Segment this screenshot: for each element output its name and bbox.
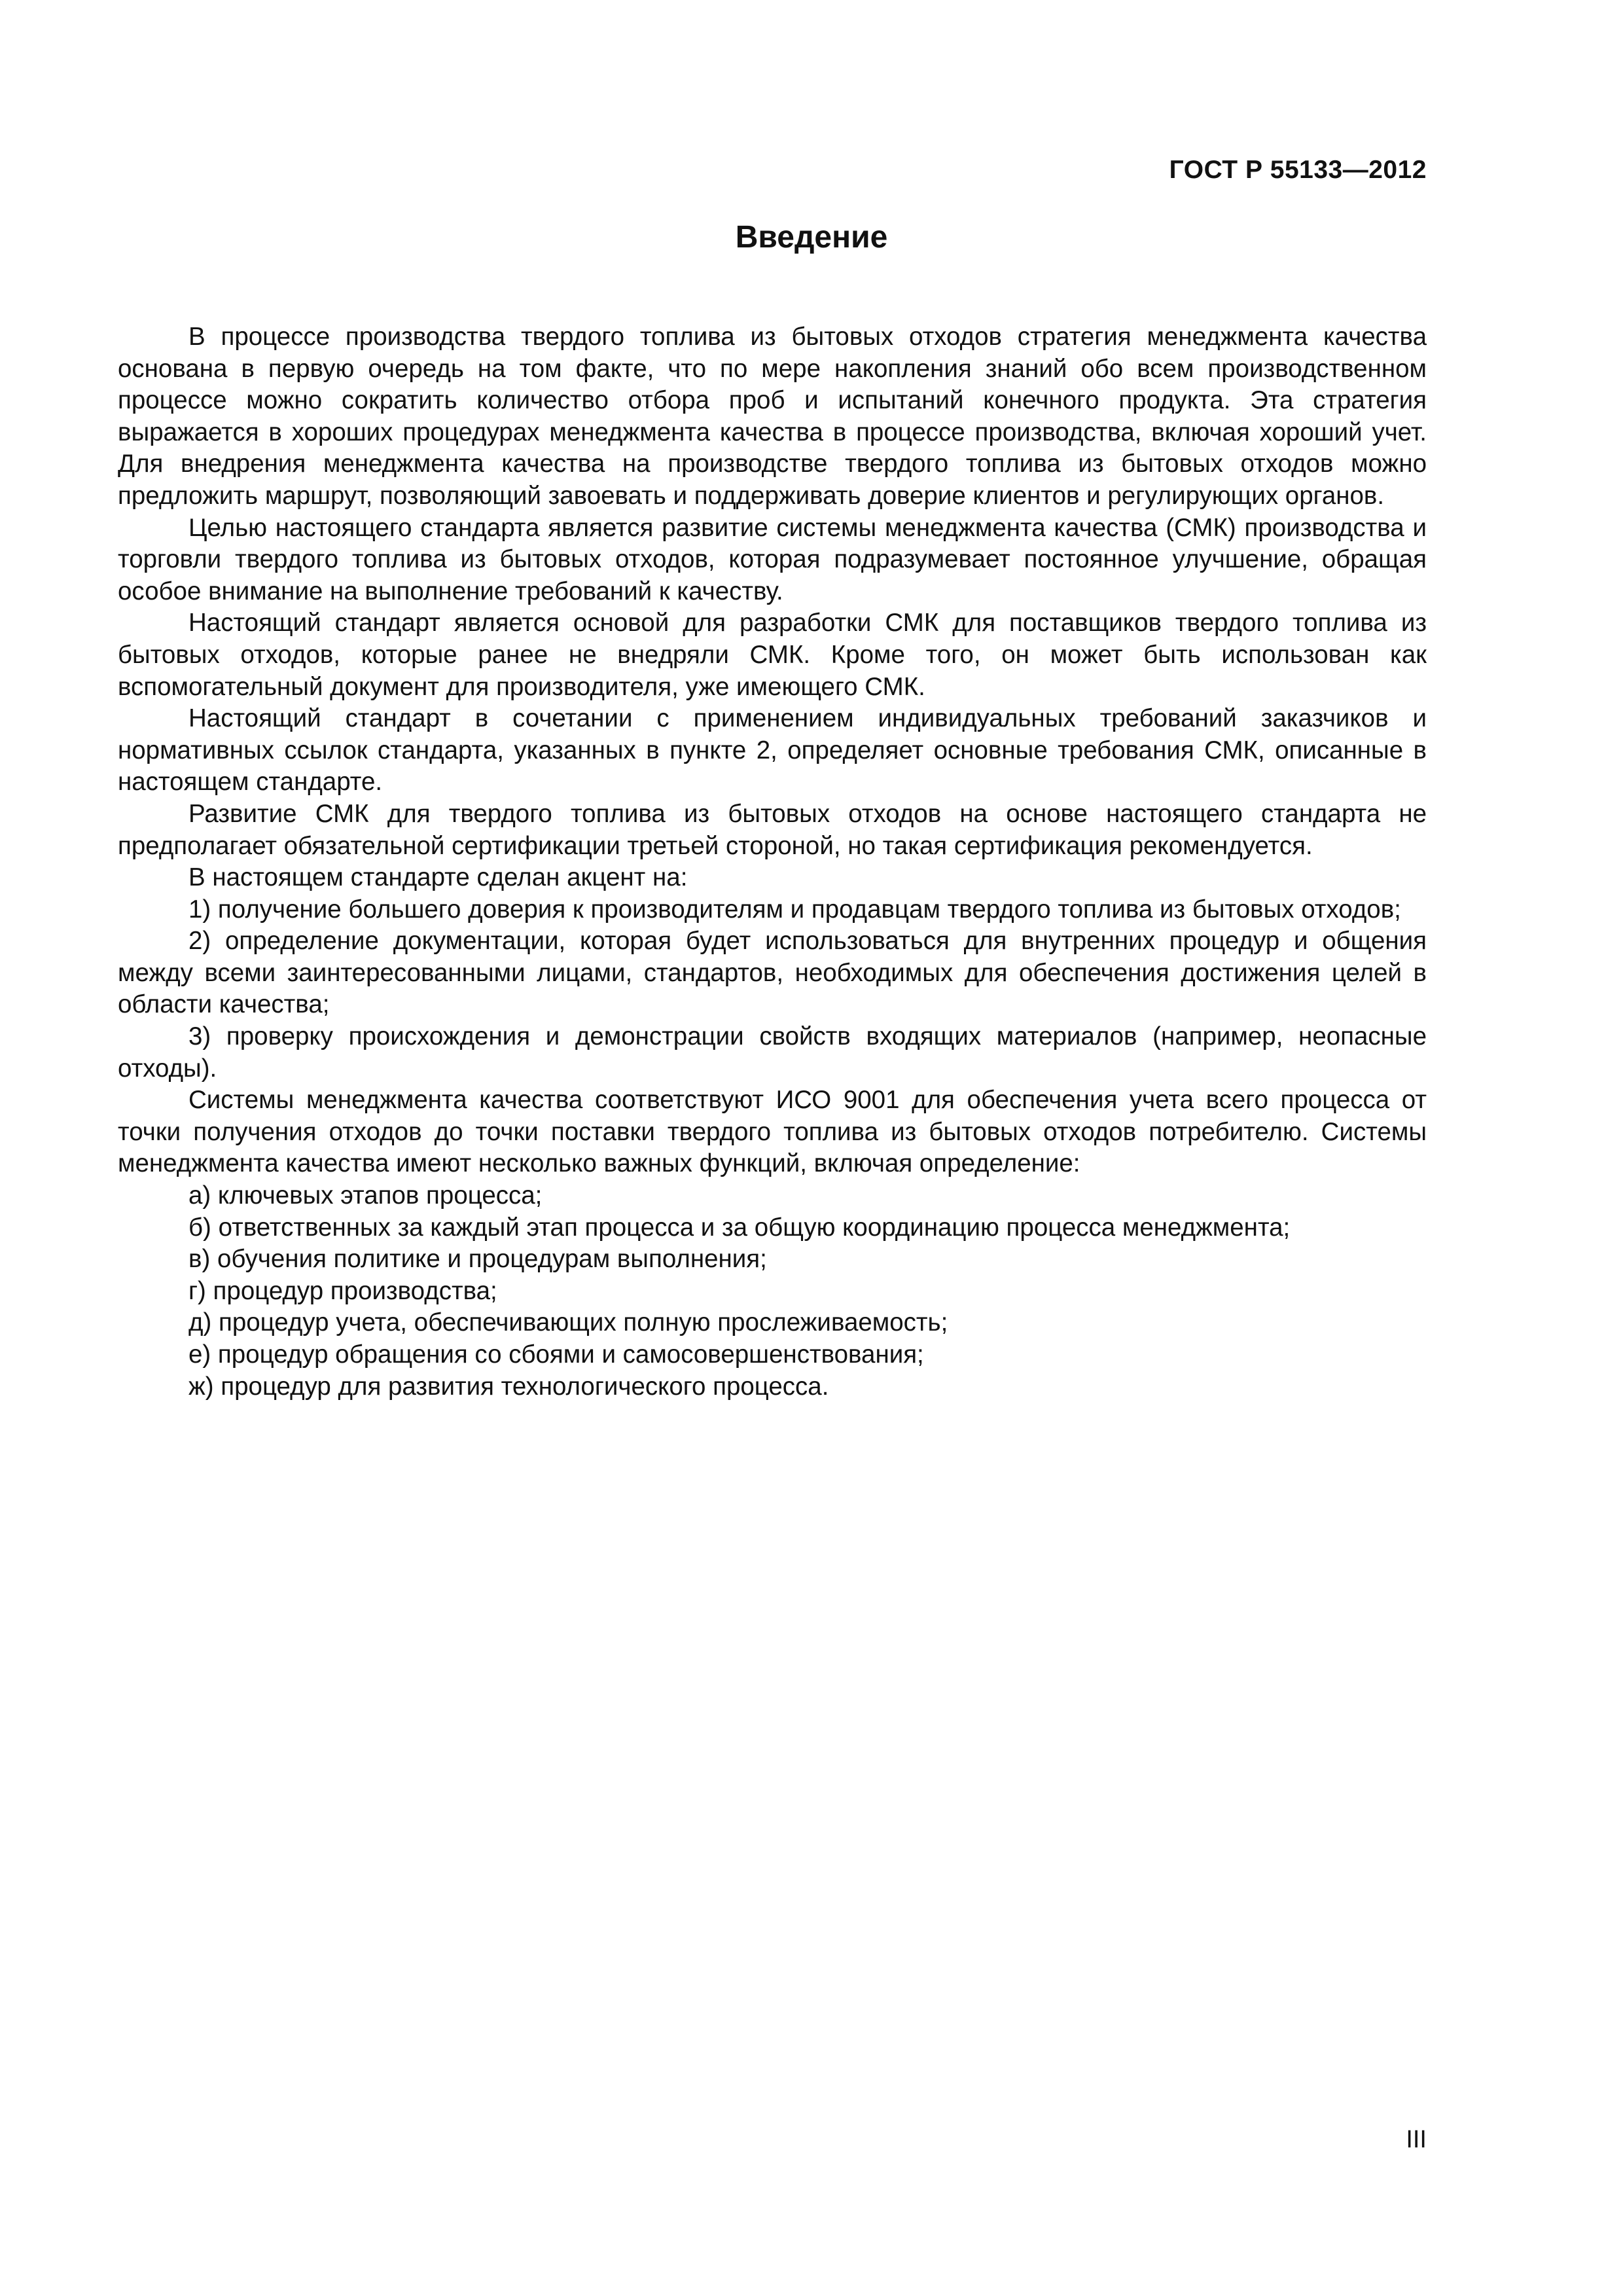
list-item: б) ответственных за каждый этап процесса и за общую координацию процесса менеджмента; (188, 1213, 1291, 1242)
paragraph: В настоящем стандарте сделан акцент на: (188, 863, 688, 892)
paragraph: Настоящий стандарт является основой для разработки СМК для поставщиков твердого топлива из бытовых отходов, которые ранее не внедряли СМК. Кроме того, он может быть использован как вспомогательный документ для производителя, уже имеющего СМК. (118, 609, 1427, 701)
paragraph: В процессе производства твердого топлива из бытовых отходов стратегия менеджмента качества основана в первую очередь на том факте, что по мере накопления знаний обо всем производственном процессе можно сократить количество отбора проб и испытаний конечного продукта. Эта стратегия выражается в хороших процедурах менеджмента качества в процессе производства, включая хороший учет. Для внедрения менеджмента качества на производстве твердого топлива из бытовых отходов можно предложить маршрут, позволяющий завоевать и поддерживать доверие клиентов и регулирующих органов. (118, 323, 1427, 510)
numbered-item: 2) определение документации, которая будет использоваться для внутренних процедур и общения между всеми заинтересованными лицами, стандартов, необходимых для обеспечения достижения целей в области качества; (118, 927, 1427, 1019)
list-item: ж) процедур для развития технологического процесса. (188, 1372, 829, 1401)
list-item: в) обучения политике и процедурам выполнения; (188, 1245, 767, 1274)
page-number: III (1406, 2126, 1427, 2153)
paragraph: Целью настоящего стандарта является развитие системы менеджмента качества (СМК) производства и торговли твердого топлива из бытовых отходов, которая подразумевает постоянное улучшение, обращая особое внимание на выполнение требований к качеству. (118, 513, 1427, 605)
paragraph: Развитие СМК для твердого топлива из бытовых отходов на основе настоящего стандарта не предполагает обязательной сертификации третьей стороной, но такая сертификация рекомендуется. (118, 799, 1427, 860)
numbered-item: 1) получение большего доверия к производителям и продавцам твердого топлива из бытовых отходов; (188, 895, 1401, 924)
list-item: а) ключевых этапов процесса; (188, 1181, 543, 1210)
page-title: Введение (735, 220, 888, 255)
list-item: д) процедур учета, обеспечивающих полную прослеживаемость; (188, 1308, 948, 1337)
paragraph: Настоящий стандарт в сочетании с применением индивидуальных требований заказчиков и нормативных ссылок стандарта, указанных в пункте 2, определяет основные требования СМК, описанные в настоящем стандарте. (118, 704, 1427, 797)
list-item: е) процедур обращения со сбоями и самосовершенствования; (188, 1340, 924, 1369)
numbered-item: 3) проверку происхождения и демонстрации свойств входящих материалов (например, неопасные отходы). (118, 1022, 1427, 1083)
document-number: ГОСТ Р 55133—2012 (1169, 156, 1427, 184)
list-item: г) процедур производства; (188, 1276, 497, 1305)
paragraph: Системы менеджмента качества соответствуют ИСО 9001 для обеспечения учета всего процесса от точки получения отходов до точки поставки твердого топлива из бытовых отходов потребителю. Системы менеджмента качества имеют несколько важных функций, включая определение: (118, 1086, 1427, 1178)
document-body (118, 321, 1427, 1403)
